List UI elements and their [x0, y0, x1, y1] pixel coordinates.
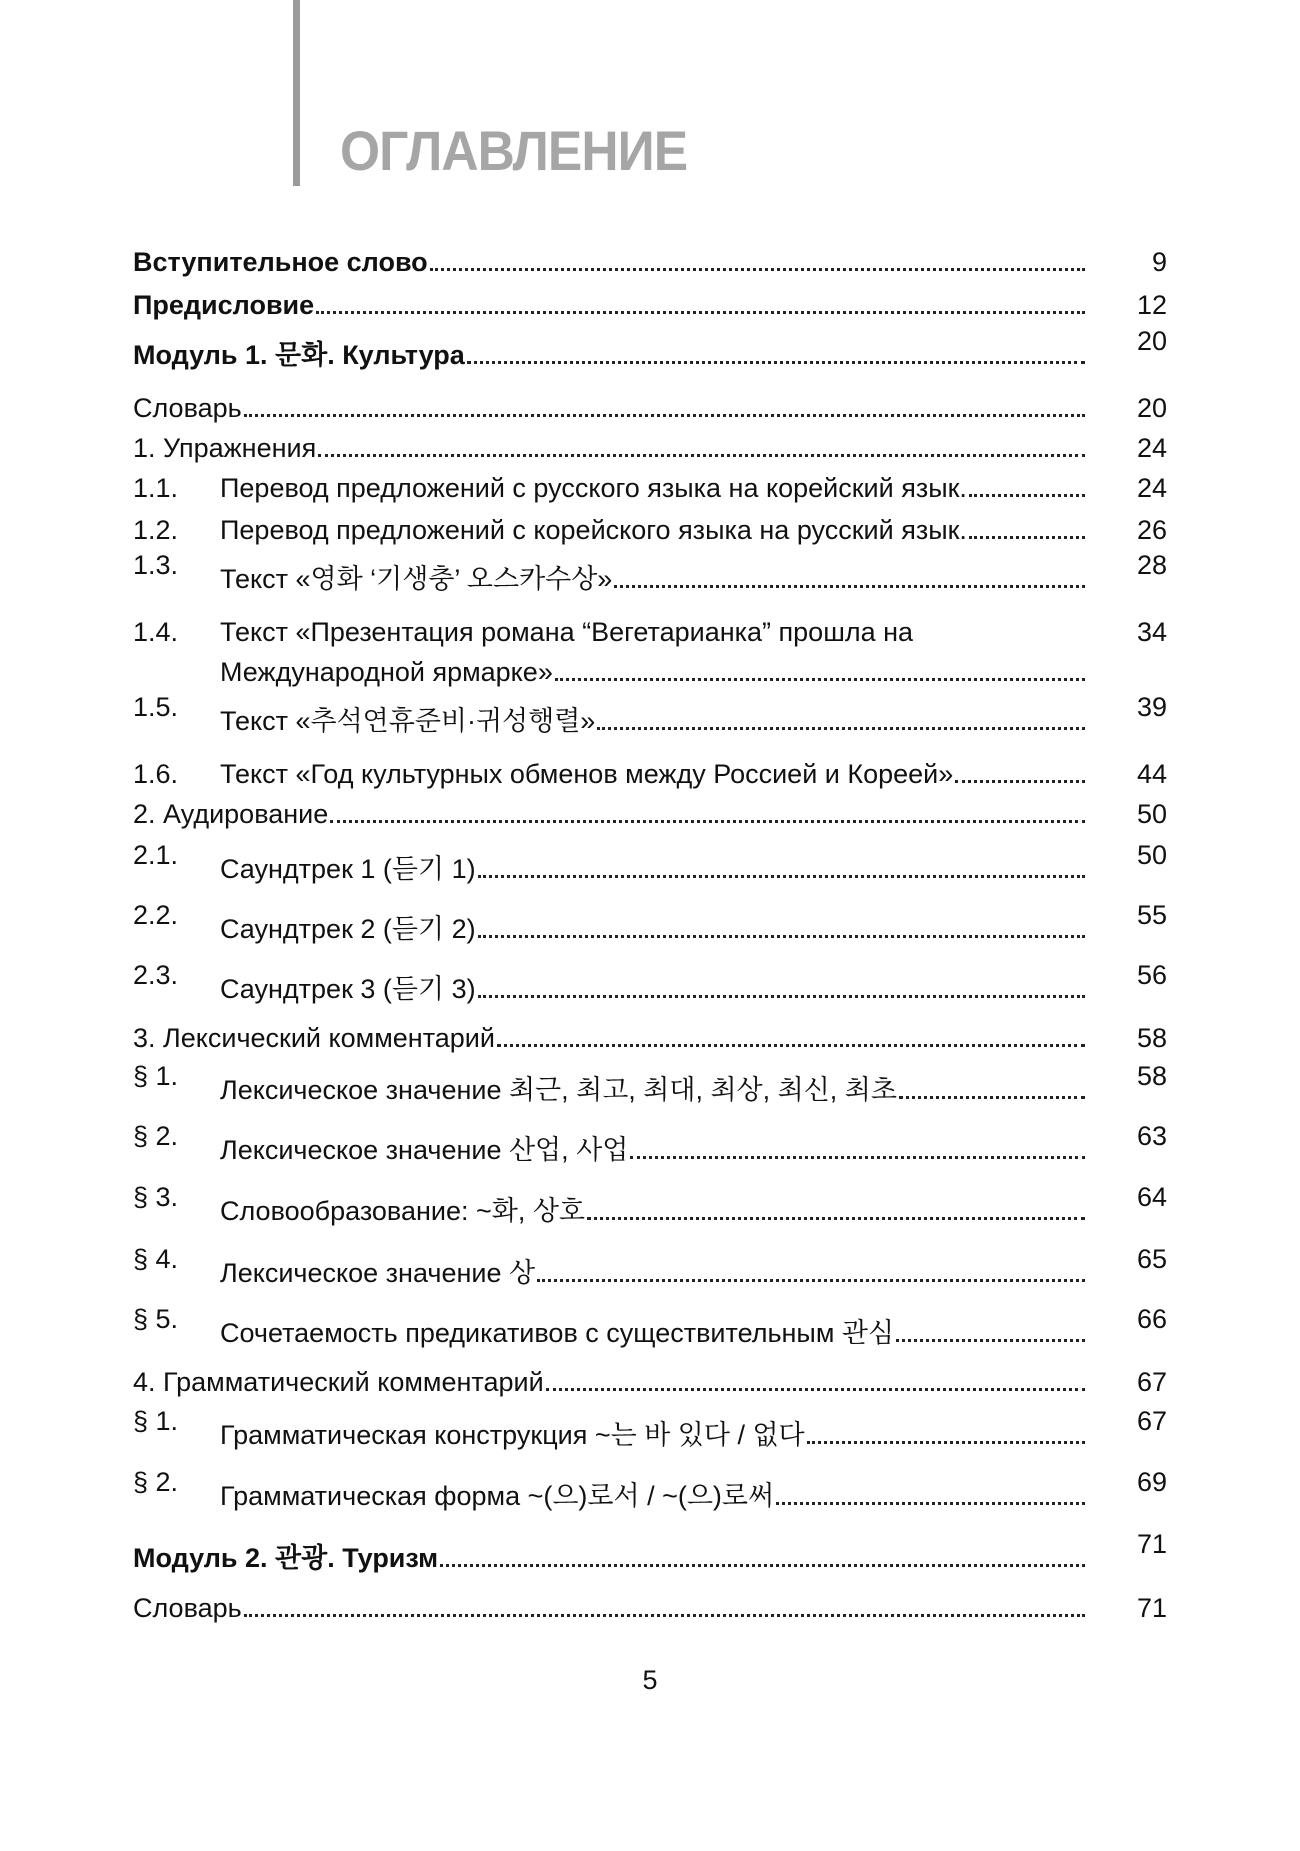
- toc-entry[interactable]: [133, 1406, 1173, 1452]
- toc-entry-number: 1.3.: [133, 550, 179, 580]
- toc-entry-page: 64: [1136, 1182, 1167, 1212]
- toc-entry-page: 39: [1136, 692, 1167, 722]
- toc-entry[interactable]: [133, 1121, 1173, 1167]
- dot-leader: [807, 1441, 1085, 1444]
- toc-entry-title: Саундтрек 2 (듣기 2): [220, 914, 476, 944]
- page-title: ОГЛАВЛЕНИЕ: [340, 119, 688, 182]
- dot-leader: [587, 1217, 1085, 1220]
- toc-entry-title: 3. Лексический комментарий: [133, 1023, 495, 1053]
- toc-entry[interactable]: [133, 1304, 1173, 1350]
- toc-entry[interactable]: [133, 391, 1173, 425]
- toc-entry-number: 1.2.: [133, 515, 179, 545]
- toc-entry-page: 58: [1136, 1061, 1167, 1091]
- toc-entry-number: 1.5.: [133, 692, 179, 722]
- toc-entry[interactable]: [133, 288, 1173, 322]
- toc-entry[interactable]: [133, 840, 1173, 886]
- toc-entry-page: 50: [1136, 840, 1167, 870]
- toc-entry-number: § 2.: [133, 1121, 179, 1151]
- toc-entry-page: 34: [1136, 617, 1167, 647]
- dot-leader: [597, 727, 1085, 730]
- dot-leader: [467, 361, 1085, 364]
- dot-leader: [955, 780, 1085, 783]
- toc-entry-title: Грамматическая конструкция ~는 바 있다 / 없다: [220, 1420, 805, 1450]
- toc-entry[interactable]: [133, 1021, 1173, 1055]
- dot-leader: [478, 935, 1085, 938]
- dot-leader: [969, 536, 1085, 539]
- toc-entry-title: 4. Грамматический комментарий: [133, 1367, 544, 1397]
- toc-entry-page: 69: [1136, 1467, 1167, 1497]
- toc-entry[interactable]: [133, 692, 1173, 738]
- toc-entry-number: 2.1.: [133, 840, 179, 870]
- toc-entry-title: Саундтрек 3 (듣기 3): [220, 974, 476, 1004]
- toc-entry-title: Текст «추석연휴준비·귀성행렬»: [220, 706, 596, 736]
- toc-entry-page: 9: [1151, 247, 1167, 277]
- dot-leader: [430, 268, 1085, 271]
- dot-leader: [497, 1044, 1085, 1047]
- page-number: 5: [642, 1665, 658, 1695]
- dot-leader: [478, 995, 1085, 998]
- toc-entry-page: 63: [1136, 1121, 1167, 1151]
- toc-entry-title: Перевод предложений с русского языка на корейский язык.: [220, 473, 967, 503]
- toc-entry-title: Предисловие: [133, 290, 315, 320]
- toc-entry-title: Перевод предложений с корейского языка на русский язык.: [220, 515, 967, 545]
- toc-entry[interactable]: [133, 245, 1173, 279]
- toc-entry[interactable]: [133, 550, 1173, 596]
- toc-entry[interactable]: [133, 431, 1173, 465]
- toc-entry-number: § 5.: [133, 1304, 179, 1334]
- toc-entry[interactable]: [133, 1244, 1173, 1290]
- toc-entry[interactable]: [133, 1467, 1173, 1513]
- dot-leader: [316, 311, 1085, 314]
- toc-entry-title: Текст «Презентация романа “Вегетарианка” прошла на: [220, 617, 914, 647]
- toc-entry-title: Текст «영화 ‘기생충’ 오스카수상»: [220, 564, 613, 594]
- toc-entry-page: 26: [1136, 515, 1167, 545]
- dot-leader: [318, 454, 1085, 457]
- toc-entry-title: Саундтрек 1 (듣기 1): [220, 854, 476, 884]
- toc-entry-number: § 2.: [133, 1467, 179, 1497]
- toc-entry-number: 1.4.: [133, 617, 179, 647]
- toc-entry[interactable]: [133, 1061, 1173, 1107]
- toc-entry[interactable]: [133, 757, 1173, 791]
- toc-entry-title: Грамматическая форма ~(으)로서 / ~(으)로써: [220, 1481, 775, 1511]
- toc-entry-number: 1.6.: [133, 759, 179, 789]
- toc-entry[interactable]: [133, 326, 1173, 372]
- toc-entry-title: Сочетаемость предикативов с существительным 관심: [220, 1318, 895, 1348]
- toc-entry-title: Текст «Год культурных обменов между Россией и Кореей»: [220, 759, 954, 789]
- toc-entry-page: 24: [1136, 433, 1167, 463]
- toc-entry-title: Лексическое значение 산업, 사업: [220, 1135, 629, 1165]
- toc-entry[interactable]: [133, 1182, 1173, 1228]
- toc-entry-number: § 3.: [133, 1182, 179, 1212]
- toc-entry-title: Модуль 2. 관광. Туризм: [133, 1543, 439, 1573]
- toc-entry-number: § 1.: [133, 1406, 179, 1436]
- toc-entry[interactable]: [133, 960, 1173, 1006]
- toc-entry[interactable]: [133, 797, 1173, 831]
- toc-entry-title: Словарь: [133, 1593, 242, 1623]
- dot-leader: [537, 1279, 1085, 1282]
- dot-leader: [330, 820, 1085, 823]
- toc-entry-title: Словообразование: ~화, 상호: [220, 1196, 586, 1226]
- dot-leader: [244, 1614, 1085, 1617]
- toc-entry-page: 56: [1136, 960, 1167, 990]
- toc-entry-page: 20: [1136, 326, 1167, 356]
- toc-entry-page: 67: [1136, 1367, 1167, 1397]
- dot-leader: [614, 585, 1085, 588]
- dot-leader: [776, 1502, 1085, 1505]
- toc-entry-number: § 1.: [133, 1061, 179, 1091]
- toc-entry-number: 2.2.: [133, 900, 179, 930]
- dot-leader: [244, 414, 1085, 417]
- title-accent-bar: [293, 0, 300, 186]
- toc-entry-title: 1. Упражнения: [133, 433, 317, 463]
- dot-leader: [555, 678, 1085, 681]
- toc-entry-title: Лексическое значение 최근, 최고, 최대, 최상, 최신, 최초: [220, 1075, 897, 1105]
- toc-entry-number: 2.3.: [133, 960, 179, 990]
- toc-entry-title: 2. Аудирование: [133, 799, 329, 829]
- toc-entry-page: 67: [1136, 1406, 1167, 1436]
- dot-leader: [969, 494, 1085, 497]
- dot-leader: [630, 1156, 1085, 1159]
- toc-entry-title: Модуль 1. 문화. Культура: [133, 340, 465, 370]
- dot-leader: [546, 1388, 1085, 1391]
- toc-entry-page: 50: [1136, 799, 1167, 829]
- toc-entry-page: 55: [1136, 900, 1167, 930]
- toc-entry-page: 58: [1136, 1023, 1167, 1053]
- dot-leader: [440, 1564, 1085, 1567]
- toc-entry[interactable]: [133, 513, 1173, 547]
- toc-entry-page: 71: [1136, 1593, 1167, 1623]
- toc-entry-number: § 4.: [133, 1244, 179, 1274]
- dot-leader: [896, 1339, 1085, 1342]
- toc-entry[interactable]: [133, 1365, 1173, 1399]
- toc-entry-page: 20: [1136, 393, 1167, 423]
- toc-entry-page: 66: [1136, 1304, 1167, 1334]
- toc-entry-title-continued: Международной ярмарке»: [220, 657, 553, 687]
- toc-entry[interactable]: [133, 615, 1173, 687]
- toc-entry-page: 65: [1136, 1244, 1167, 1274]
- toc-entry-title: Вступительное слово: [133, 247, 428, 277]
- toc-entry-number: 1.1.: [133, 473, 179, 503]
- toc-entry-title: Словарь: [133, 393, 242, 423]
- toc-entry-page: 28: [1136, 550, 1167, 580]
- dot-leader: [899, 1096, 1085, 1099]
- toc-entry-page: 44: [1136, 759, 1167, 789]
- toc-entry-page: 12: [1136, 290, 1167, 320]
- toc-entry[interactable]: [133, 900, 1173, 946]
- toc-entry[interactable]: [133, 471, 1173, 505]
- toc-entry[interactable]: [133, 1591, 1173, 1625]
- toc-entry[interactable]: [133, 1529, 1173, 1575]
- dot-leader: [478, 875, 1085, 878]
- toc-entry-page: 24: [1136, 473, 1167, 503]
- toc-entry-title: Лексическое значение 상: [220, 1258, 536, 1288]
- toc-entry-page: 71: [1136, 1529, 1167, 1559]
